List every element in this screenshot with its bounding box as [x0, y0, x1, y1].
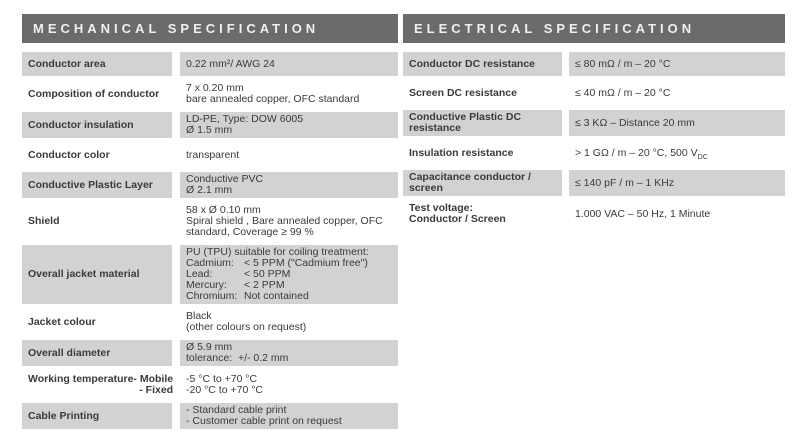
label-line: Insulation resistance — [409, 146, 514, 159]
column-gutter — [172, 340, 180, 366]
spec-row — [22, 143, 398, 167]
label-line: Conductive Plastic DC — [409, 111, 522, 123]
value-line: 58 x Ø 0.10 mm — [186, 204, 261, 216]
value-line: -20 °C to +70 °C — [186, 383, 263, 396]
value-line: Ø 5.9 mm — [186, 341, 233, 353]
label-line: Overall jacket material — [28, 268, 140, 280]
spec-value-cell — [569, 170, 785, 196]
column-gutter — [172, 203, 180, 240]
spec-row — [22, 371, 398, 398]
value-line: Cadmium: < 5 PPM ("Cadmium free") — [186, 257, 368, 269]
value-line: 1.000 VAC – 50 Hz, 1 Minute — [575, 207, 711, 220]
column-gutter — [172, 403, 180, 429]
label-sub-line: - Fixed — [139, 384, 174, 396]
electrical-spec-rows — [403, 52, 785, 227]
value-line: Chromium: Not contained — [186, 290, 309, 302]
value-line: - Standard cable print — [186, 404, 287, 416]
spec-row — [403, 201, 785, 227]
spec-label-cell — [22, 112, 172, 138]
spec-label-cell — [22, 245, 172, 304]
spec-label-cell — [403, 110, 562, 136]
spec-value-cell — [180, 403, 398, 429]
mechanical-specification-section — [22, 14, 398, 434]
spec-label-cell — [22, 172, 172, 198]
label-line: Test voltage: — [409, 202, 473, 214]
label-line: resistance — [409, 122, 461, 134]
spec-value-cell — [569, 141, 785, 165]
column-gutter — [172, 371, 180, 398]
column-gutter — [172, 172, 180, 198]
spec-label-cell — [22, 403, 172, 429]
value-line: Ø 1.5 mm — [186, 124, 233, 136]
spec-row — [403, 81, 785, 105]
value-line: ≤ 3 KΩ – Distance 20 mm — [575, 116, 695, 129]
spec-label-cell — [22, 371, 172, 398]
value-line: Black — [186, 310, 212, 322]
spec-label-sublabels — [133, 374, 173, 396]
value-line: transparent — [186, 148, 240, 161]
spec-label-cell — [403, 81, 562, 105]
label-line: Shield — [28, 215, 60, 227]
column-gutter — [172, 112, 180, 138]
spec-label-cell — [403, 170, 562, 196]
value-line: tolerance: +/- 0.2 mm — [186, 352, 289, 364]
spec-row — [403, 141, 785, 165]
spec-row — [22, 172, 398, 198]
column-gutter — [562, 141, 569, 165]
value-line: 7 x 0.20 mm — [186, 82, 244, 94]
spec-row — [22, 403, 398, 429]
spec-row — [403, 52, 785, 76]
value-line: Mercury: < 2 PPM — [186, 279, 285, 291]
spec-label-cell — [22, 52, 172, 76]
spec-value-cell — [180, 143, 398, 167]
column-gutter — [172, 309, 180, 335]
label-line: Cable Printing — [28, 409, 100, 422]
spec-label-cell — [403, 201, 562, 227]
value-line: -5 °C to +70 °C — [186, 372, 258, 385]
column-gutter — [172, 52, 180, 76]
column-gutter — [562, 52, 569, 76]
electrical-spec-header: ELECTRICAL SPECIFICATION — [403, 14, 785, 43]
electrical-specification-section — [403, 14, 785, 232]
spec-label-main — [28, 374, 133, 385]
label-line: Capacitance conductor / — [409, 171, 531, 183]
value-line: ≤ 80 mΩ / m – 20 °C — [575, 57, 671, 70]
spec-value-cell — [180, 371, 398, 398]
label-line: Conductor insulation — [28, 118, 134, 131]
value-line: bare annealed copper, OFC standard — [186, 93, 360, 105]
spec-value-cell — [569, 110, 785, 136]
value-line: standard, Coverage ≥ 99 % — [186, 226, 314, 238]
value-line: (other colours on request) — [186, 321, 307, 333]
spec-row — [22, 309, 398, 335]
spec-value-cell — [180, 52, 398, 76]
spec-label-cell — [22, 81, 172, 107]
spec-value-cell — [180, 340, 398, 366]
value-line: PU (TPU) suitable for coiling treatment: — [186, 246, 369, 258]
column-gutter — [562, 110, 569, 136]
spec-row — [22, 245, 398, 304]
label-line: Conductor / Screen — [409, 213, 506, 225]
spec-row — [403, 170, 785, 196]
spec-row — [22, 112, 398, 138]
label-line: Jacket colour — [28, 315, 96, 328]
spec-label-cell — [22, 143, 172, 167]
spec-label-cell — [403, 52, 562, 76]
column-gutter — [172, 143, 180, 167]
column-gutter — [172, 81, 180, 107]
label-line: Screen DC resistance — [409, 86, 517, 99]
value-line: Conductive PVC — [186, 173, 264, 185]
column-gutter — [172, 245, 180, 304]
spec-label-cell — [22, 309, 172, 335]
spec-row — [22, 203, 398, 240]
spec-value-cell — [569, 81, 785, 105]
column-gutter — [562, 170, 569, 196]
column-gutter — [562, 201, 569, 227]
spec-row — [403, 110, 785, 136]
spec-value-cell — [180, 309, 398, 335]
spec-value-cell — [569, 52, 785, 76]
value-line: ≤ 140 pF / m – 1 KHz — [575, 176, 675, 189]
spec-label-cell — [22, 340, 172, 366]
value-line: Lead: < 50 PPM — [186, 268, 291, 280]
spec-value-cell — [180, 112, 398, 138]
label-sub-line: - Mobile — [133, 373, 174, 385]
spec-row — [22, 81, 398, 107]
spec-value-cell — [180, 245, 398, 304]
column-gutter — [562, 81, 569, 105]
spec-label-cell — [22, 203, 172, 240]
value-line: - Customer cable print on request — [186, 415, 342, 427]
spec-value-cell — [569, 201, 785, 227]
label-line: screen — [409, 182, 443, 194]
spec-row — [22, 52, 398, 76]
value-line: Ø 2.1 mm — [186, 184, 233, 196]
value-line: ≤ 40 mΩ / m – 20 °C — [575, 86, 671, 99]
label-line: Overall diameter — [28, 346, 111, 359]
value-line: 0.22 mm²/ AWG 24 — [186, 57, 275, 70]
label-line: Conductive Plastic Layer — [28, 178, 153, 191]
spec-label-cell — [403, 141, 562, 165]
value-line: Spiral shield , Bare annealed copper, OFC — [186, 215, 383, 227]
spec-value-cell — [180, 81, 398, 107]
label-line: Conductor DC resistance — [409, 57, 536, 70]
label-line: Conductor color — [28, 148, 110, 161]
label-line: Conductor area — [28, 57, 106, 70]
mechanical-spec-rows — [22, 52, 398, 429]
label-line: Working temperature — [28, 373, 134, 385]
label-line: Composition of conductor — [28, 87, 160, 100]
spec-value-cell — [180, 172, 398, 198]
mechanical-spec-header: MECHANICAL SPECIFICATION — [22, 14, 398, 43]
spec-row — [22, 340, 398, 366]
value-line: > 1 GΩ / m – 20 °C, 500 $V_{DC}$ — [575, 146, 708, 161]
value-line: LD-PE, Type: DOW 6005 — [186, 113, 304, 125]
spec-value-cell — [180, 203, 398, 240]
